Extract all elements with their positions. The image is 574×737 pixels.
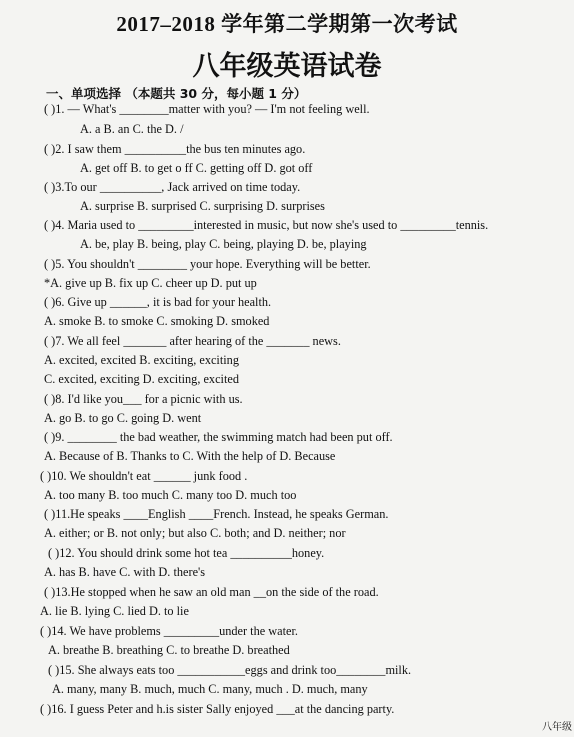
answer-options: A. many, many B. much, much C. many, much . D. much, many: [52, 682, 368, 696]
answer-options: A. too many B. too much C. many too D. much too: [44, 488, 297, 502]
page-corner-label: 八年级: [542, 722, 572, 733]
question-line: ( )3.To our __________, Jack arrived on time today.: [44, 180, 301, 194]
question-line: ( )15. She always eats too ___________eggs and drink too________milk.: [48, 663, 412, 677]
answer-options: A. lie B. lying C. lied D. to lie: [40, 604, 189, 618]
answer-options: A. breathe B. breathing C. to breathe D. breathed: [48, 643, 290, 657]
question-line: ( )11.He speaks ____English ____French. Instead, he speaks German.: [44, 507, 389, 521]
question-line: ( )4. Maria used to _________interested in music, but now she's used to _________tennis.: [44, 218, 489, 232]
answer-options: A. be, play B. being, play C. being, playing D. be, playing: [80, 237, 367, 251]
answer-options: A. either; or B. not only; but also C. both; and D. neither; nor: [44, 526, 346, 540]
section-heading: 一、单项选择 （本题共 30 分，每小题 1 分）: [46, 86, 307, 101]
question-line: ( )13.He stopped when he saw an old man __on the side of the road.: [44, 585, 379, 599]
question-line: ( )7. We all feel _______ after hearing of the _______ news.: [44, 334, 341, 348]
answer-options: A. a B. an C. the D. /: [80, 122, 184, 136]
answer-options: A. get off B. to get o ff C. getting off D. got off: [80, 161, 313, 175]
question-line: ( )6. Give up ______, it is bad for your health.: [44, 295, 272, 309]
question-line: ( )14. We have problems _________under the water.: [40, 624, 298, 638]
question-line: ( )1. — What's ________matter with you? — I'm not feeling well.: [44, 102, 370, 116]
exam-title: 2017–2018 学年第二学期第一次考试: [116, 12, 458, 36]
answer-options: A. surprise B. surprised C. surprising D. surprises: [80, 199, 325, 213]
answer-options: A. go B. to go C. going D. went: [44, 411, 202, 425]
question-line: ( )9. ________ the bad weather, the swimming match had been put off.: [44, 430, 393, 444]
answer-options: *A. give up B. fix up C. cheer up D. put up: [44, 276, 257, 290]
answer-options: A. has B. have C. with D. there's: [44, 565, 206, 579]
question-line: ( )8. I'd like you___ for a picnic with us.: [44, 392, 243, 406]
question-line: ( )5. You shouldn't ________ your hope. Everything will be better.: [44, 257, 371, 271]
exam-subtitle: 八年级英语试卷: [192, 51, 382, 82]
question-line: ( )16. I guess Peter and h.is sister Sally enjoyed ___at the dancing party.: [40, 702, 395, 716]
answer-options: A. Because of B. Thanks to C. With the help of D. Because: [44, 449, 336, 463]
question-line: ( )12. You should drink some hot tea __________honey.: [48, 546, 325, 560]
answer-options: C. excited, exciting D. exciting, excited: [44, 372, 239, 386]
question-line: ( )10. We shouldn't eat ______ junk food .: [40, 469, 248, 483]
answer-options: A. excited, excited B. exciting, exciting: [44, 353, 239, 367]
answer-options: A. smoke B. to smoke C. smoking D. smoked: [44, 314, 270, 328]
question-line: ( )2. I saw them __________the bus ten minutes ago.: [44, 142, 306, 156]
